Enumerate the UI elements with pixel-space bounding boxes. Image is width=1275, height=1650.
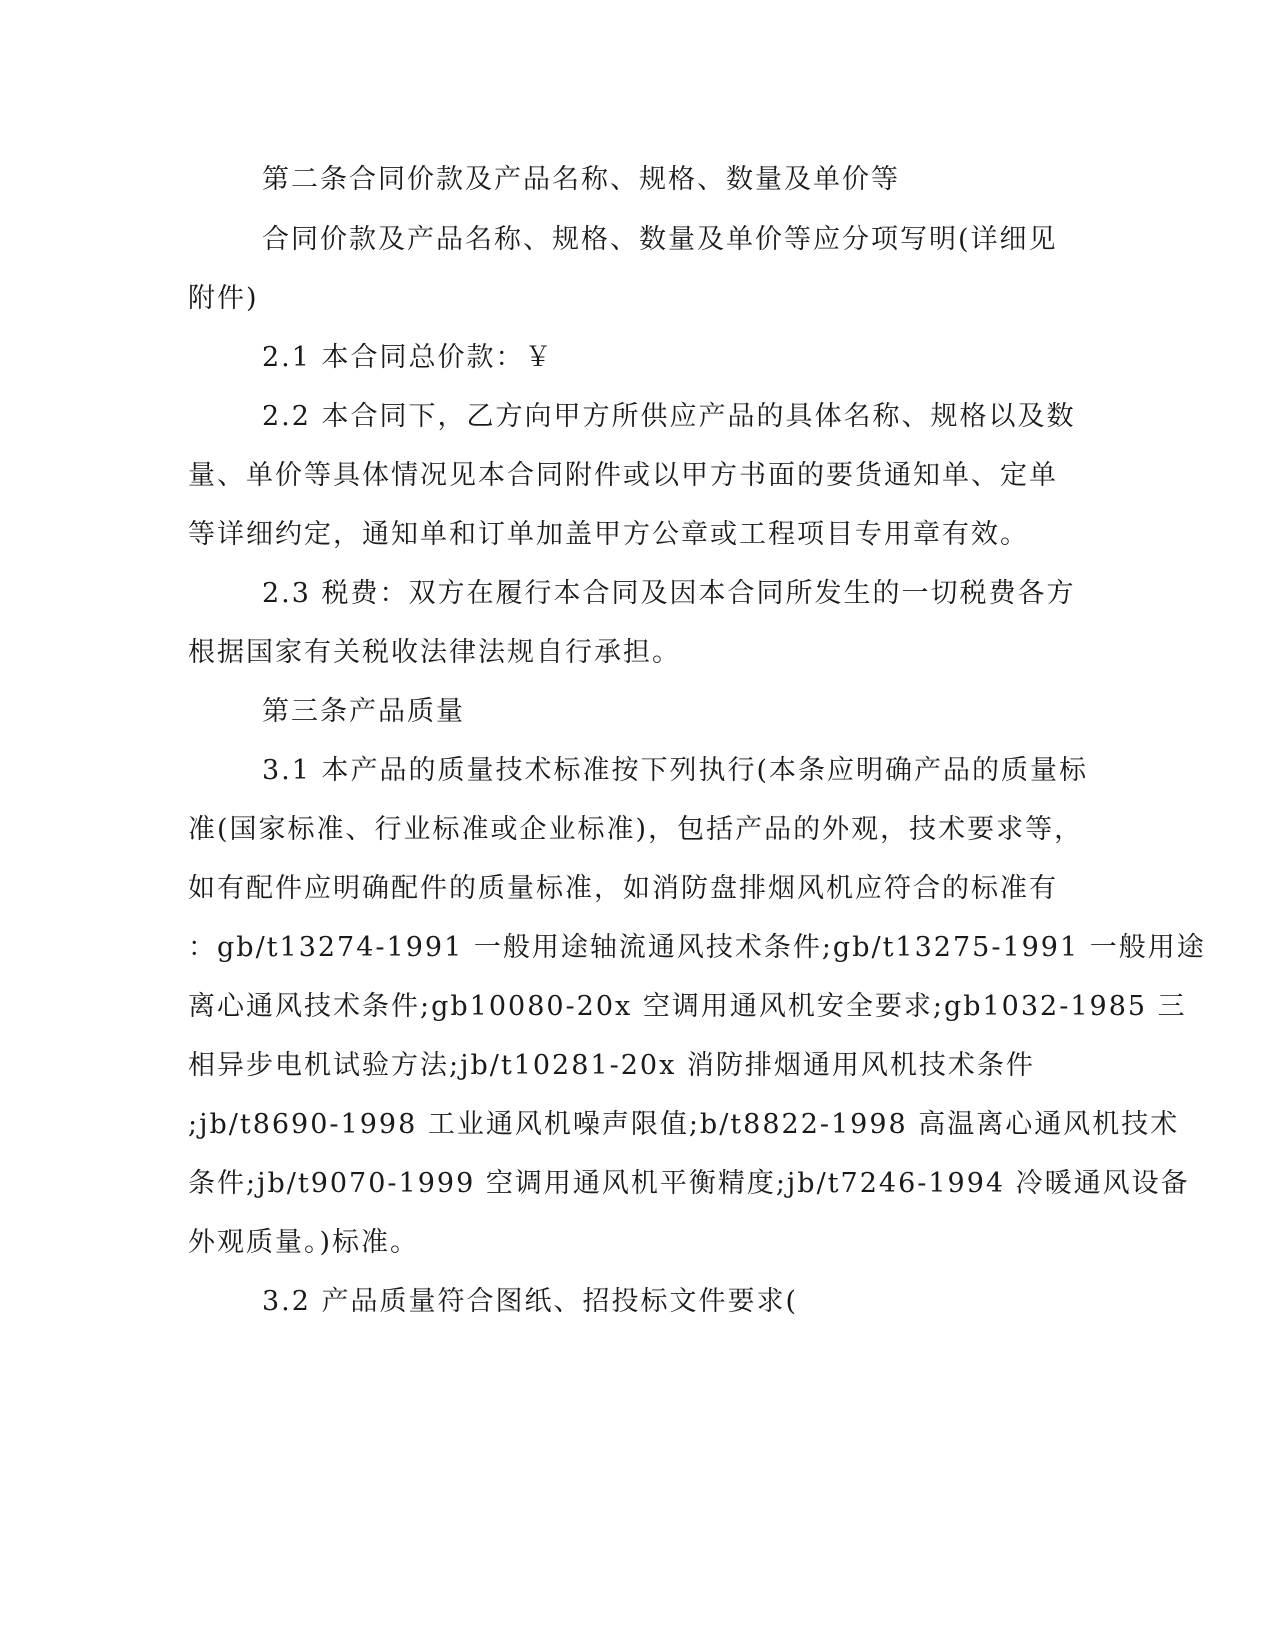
article-3-heading: 第三条产品质量 bbox=[262, 696, 465, 727]
clause-2-3: 2.3 税费：双方在履行本合同及因本合同所发生的一切税费各方 bbox=[262, 578, 1076, 609]
article-2-heading: 第二条合同价款及产品名称、规格、数量及单价等 bbox=[262, 164, 900, 195]
paragraph-line: ;jb/t8690-1998 工业通风机噪声限值;b/t8822-1998 高温离心通风机技术 bbox=[188, 1109, 1180, 1140]
paragraph-line: 准(国家标准、行业标准或企业标准)，包括产品的外观，技术要求等， bbox=[188, 814, 1084, 845]
paragraph-line: 合同价款及产品名称、规格、数量及单价等应分项写明(详细见 bbox=[262, 224, 1058, 255]
clause-3-1: 3.1 本产品的质量技术标准按下列执行(本条应明确产品的质量标 bbox=[262, 755, 1089, 786]
clause-3-2: 3.2 产品质量符合图纸、招投标文件要求( bbox=[262, 1286, 799, 1317]
paragraph-line: 量、单价等具体情况见本合同附件或以甲方书面的要货通知单、定单 bbox=[188, 460, 1058, 491]
paragraph-line: 如有配件应明确配件的质量标准，如消防盘排烟风机应符合的标准有 bbox=[188, 873, 1058, 904]
paragraph-line: 等详细约定，通知单和订单加盖甲方公章或工程项目专用章有效。 bbox=[188, 519, 1029, 550]
paragraph-line: 外观质量。)标准。 bbox=[188, 1227, 420, 1258]
paragraph-line: ：gb/t13274-1991 一般用途轴流通风技术条件;gb/t13275-1991 一般用途 bbox=[188, 932, 1206, 963]
paragraph-line: 根据国家有关税收法律法规自行承担。 bbox=[188, 637, 681, 668]
paragraph-line: 附件) bbox=[188, 283, 259, 314]
clause-2-1: 2.1 本合同总价款：￥ bbox=[262, 342, 554, 373]
paragraph-line: 条件;jb/t9070-1999 空调用通风机平衡精度;jb/t7246-1994 冷暖通风设备 bbox=[188, 1168, 1190, 1199]
clause-2-2: 2.2 本合同下，乙方向甲方所供应产品的具体名称、规格以及数 bbox=[262, 401, 1076, 432]
paragraph-line: 相异步电机试验方法;jb/t10281-20x 消防排烟通用风机技术条件 bbox=[188, 1050, 1035, 1081]
paragraph-line: 离心通风技术条件;gb10080-20x 空调用通风机安全要求;gb1032-1985 三 bbox=[188, 991, 1187, 1022]
